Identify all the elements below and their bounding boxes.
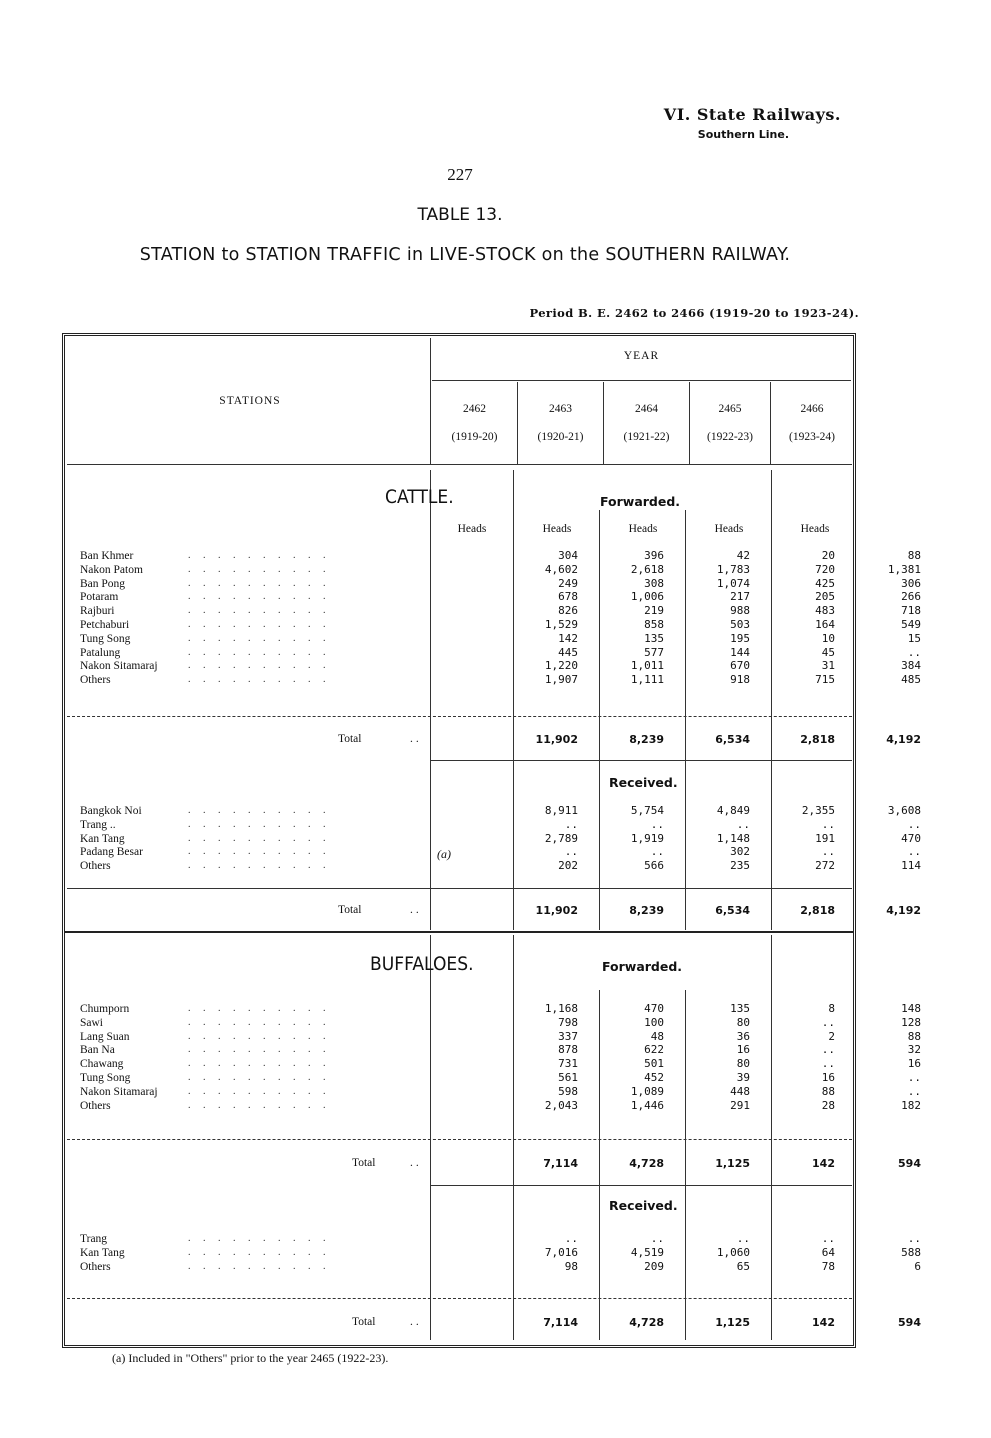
total-value: 2,818 [800, 904, 835, 917]
value-cell: 503 [730, 618, 750, 631]
value-cell: 36 [736, 1029, 750, 1043]
total-value: 6,534 [715, 733, 750, 746]
value-cell: 731 [558, 1057, 578, 1071]
value-cell: 425 [815, 576, 835, 590]
leader-dots: . . . . . . . . . . [188, 563, 331, 575]
leader-dots: . . . . . . . . . . [188, 860, 331, 872]
value-cell: 1,148 [716, 831, 750, 845]
value-cell: .. [821, 1015, 835, 1029]
total-value: 1,125 [715, 1316, 750, 1329]
table-row [80, 817, 921, 832]
station-name: Padang Besar [80, 846, 143, 859]
value-cell: .. [821, 817, 835, 831]
value-cell: .. [736, 817, 750, 831]
leader-dots: . . . . . . . . . . [188, 1003, 331, 1014]
value-cell: 622 [644, 1043, 664, 1057]
leader-dots: . . . . . . . . . . [188, 674, 331, 686]
value-cell: 2,043 [544, 1098, 578, 1112]
station-name: Others [80, 674, 111, 687]
cattle-title: CATTLE. [385, 486, 454, 508]
value-cell: 31 [821, 659, 835, 673]
buffaloes-forwarded-total [80, 1157, 921, 1173]
value-cell: 7,016 [544, 1245, 578, 1259]
value-cell: 39 [736, 1071, 750, 1084]
value-cell: .. [907, 1232, 921, 1245]
cattle-forwarded-total [80, 733, 921, 749]
table-number: TABLE 13. [417, 205, 503, 225]
value-cell: 988 [730, 604, 750, 618]
total-value: 11,902 [535, 904, 578, 917]
unit-label: Heads [714, 523, 744, 535]
leader-dots: . . . . . . . . . . [188, 632, 331, 644]
value-cell: 718 [901, 604, 921, 618]
value-cell: 219 [644, 604, 664, 618]
total-value: 2,818 [800, 733, 835, 746]
value-cell: .. [564, 1232, 578, 1245]
subsection-title: Southern Line. [697, 128, 789, 141]
value-cell: 2,618 [630, 562, 664, 576]
total-dots: .. [410, 1157, 422, 1169]
station-name: Trang [80, 1233, 108, 1245]
buffaloes-forwarded-label: Forwarded. [602, 959, 683, 974]
year-ad-2465: (1922-23) [707, 431, 753, 443]
value-cell: .. [907, 1084, 921, 1098]
leader-dots: . . . . . . . . . . [188, 1072, 331, 1083]
total-value: 11,902 [535, 733, 578, 746]
cattle-received-label: Received. [609, 775, 678, 790]
station-name: Chawang [80, 1058, 124, 1071]
section-header [664, 105, 841, 141]
value-cell: 100 [644, 1015, 664, 1029]
leader-dots: . . . . . . . . . . [188, 619, 331, 630]
value-cell: 1,220 [544, 659, 578, 673]
station-name: Patalung [80, 646, 121, 659]
total-value: 142 [812, 1157, 835, 1170]
value-cell: 678 [558, 590, 578, 604]
total-value: 6,534 [715, 904, 750, 917]
note-marker: (a) [437, 847, 451, 861]
value-cell: 6 [914, 1259, 921, 1273]
value-cell: 1,919 [630, 831, 664, 845]
total-value: 7,114 [543, 1157, 578, 1170]
year-ad-2464: (1921-22) [623, 431, 670, 443]
table-row [80, 859, 921, 873]
total-label: Total [352, 1157, 376, 1169]
total-value: 594 [898, 1316, 921, 1329]
station-name: Trang .. [80, 818, 116, 831]
table-row [80, 831, 921, 846]
value-cell: 48 [650, 1029, 664, 1043]
value-cell: 561 [558, 1071, 578, 1084]
leader-dots: . . . . . . . . . . [188, 832, 331, 844]
total-dots: .. [410, 733, 422, 745]
year-be-2464: 2464 [635, 403, 658, 415]
period-caption: Period B. E. 2462 to 2466 (1919-20 to 1923-24). [529, 306, 859, 320]
value-cell: 1,168 [544, 1002, 578, 1015]
value-cell: 720 [815, 562, 835, 576]
table-row [80, 804, 921, 818]
value-cell: 470 [644, 1002, 664, 1015]
value-cell: 452 [644, 1071, 664, 1084]
value-cell: .. [907, 645, 921, 659]
value-cell: .. [650, 817, 664, 831]
value-cell: 445 [558, 645, 578, 659]
value-cell: 566 [644, 859, 664, 873]
value-cell: 1,783 [716, 562, 750, 576]
value-cell: 135 [644, 631, 664, 645]
buffaloes-title: BUFFALOES. [370, 953, 474, 975]
leader-dots: . . . . . . . . . . [188, 660, 331, 672]
value-cell: 28 [821, 1098, 835, 1112]
page-title: STATION to STATION TRAFFIC in LIVE-STOCK on the SOUTHERN RAILWAY. [139, 245, 791, 265]
total-value: 4,192 [886, 733, 921, 746]
value-cell: 88 [907, 549, 921, 562]
value-cell: 470 [901, 831, 921, 845]
total-value: 8,239 [629, 733, 664, 746]
buffaloes-received-label: Received. [609, 1198, 678, 1213]
value-cell: .. [907, 817, 921, 831]
total-dots: .. [410, 904, 422, 916]
value-cell: 144 [730, 645, 750, 659]
value-cell: .. [564, 845, 578, 859]
total-value: 594 [898, 1157, 921, 1170]
value-cell: 266 [901, 590, 921, 604]
station-name: Petchaburi [80, 619, 130, 631]
year-ad-2462: (1919-20) [451, 431, 498, 443]
table-row [80, 1084, 921, 1099]
station-name: Sawi [80, 1016, 103, 1029]
value-cell: 384 [901, 659, 921, 673]
value-cell: .. [821, 845, 835, 859]
year-ad-2466: (1923-24) [789, 431, 835, 443]
value-cell: 1,907 [544, 673, 578, 687]
station-name: Nakon Patom [80, 563, 143, 576]
total-value: 142 [812, 1316, 835, 1329]
total-value: 7,114 [543, 1316, 578, 1329]
table-row [80, 673, 921, 687]
value-cell: 88 [821, 1084, 835, 1098]
year-header: YEAR [623, 350, 660, 362]
value-cell: 715 [815, 673, 835, 687]
value-cell: 448 [730, 1084, 750, 1098]
total-label: Total [352, 1316, 376, 1328]
station-name: Chumporn [80, 1003, 130, 1015]
station-name: Nakon Sitamaraj [80, 1085, 158, 1098]
value-cell: 8 [828, 1002, 835, 1015]
leader-dots: . . . . . . . . . . [188, 1016, 331, 1028]
value-cell: 306 [901, 576, 921, 590]
cattle-received-total [80, 904, 921, 920]
station-name: Tung Song [80, 632, 131, 645]
station-name: Others [80, 860, 111, 873]
total-dots: .. [410, 1316, 422, 1328]
table-row [80, 645, 921, 660]
value-cell: 1,446 [630, 1098, 664, 1112]
total-value: 4,728 [629, 1157, 664, 1170]
leader-dots: . . . . . . . . . . [188, 1246, 331, 1258]
value-cell: 182 [901, 1098, 921, 1112]
station-name: Rajburi [80, 605, 115, 618]
leader-dots: . . . . . . . . . . [188, 1099, 331, 1111]
value-cell: 80 [736, 1015, 750, 1029]
table-row [80, 659, 921, 673]
station-name: Lang Suan [80, 1030, 130, 1043]
value-cell: 598 [558, 1084, 578, 1098]
value-cell: .. [821, 1057, 835, 1071]
station-name: Kan Tang [80, 832, 125, 845]
total-value: 4,728 [629, 1316, 664, 1329]
value-cell: 4,519 [630, 1245, 664, 1259]
year-be-2466: 2466 [800, 403, 824, 415]
value-cell: 1,381 [887, 562, 921, 576]
station-name: Bangkok Noi [80, 805, 142, 817]
value-cell: 205 [815, 590, 835, 604]
value-cell: 45 [821, 645, 835, 659]
value-cell: 577 [644, 645, 664, 659]
value-cell: 249 [558, 576, 578, 590]
value-cell: 16 [821, 1071, 835, 1084]
value-cell: 64 [821, 1245, 835, 1259]
leader-dots: . . . . . . . . . . [188, 646, 331, 658]
total-value: 8,239 [629, 904, 664, 917]
table-row [80, 1043, 921, 1057]
value-cell: 4,602 [544, 562, 578, 576]
table-row [80, 549, 921, 563]
unit-label: Heads [457, 523, 487, 535]
value-cell: 826 [558, 604, 578, 618]
value-cell: 549 [901, 618, 921, 631]
year-be-2463: 2463 [549, 403, 572, 415]
table-row [80, 576, 921, 591]
value-cell: 135 [730, 1002, 750, 1015]
stations-header: STATIONS [219, 395, 281, 407]
table-row [80, 631, 921, 646]
value-cell: .. [650, 1232, 664, 1245]
value-cell: .. [736, 1232, 750, 1245]
unit-label: Heads [542, 523, 572, 535]
value-cell: 209 [644, 1259, 664, 1273]
table-row [80, 1057, 921, 1071]
value-cell: 10 [821, 631, 835, 645]
station-name: Tung Song [80, 1072, 131, 1084]
station-name: Nakon Sitamaraj [80, 660, 158, 673]
value-cell: 1,006 [630, 590, 664, 604]
page-number: 227 [447, 165, 473, 184]
station-name: Ban Na [80, 1044, 115, 1057]
leader-dots: . . . . . . . . . . [188, 577, 331, 589]
value-cell: 32 [907, 1043, 921, 1057]
total-value: 1,125 [715, 1157, 750, 1170]
station-name: Ban Khmer [80, 550, 134, 562]
table-row [80, 590, 921, 604]
value-cell: 878 [558, 1043, 578, 1057]
value-cell: 670 [730, 659, 750, 673]
leader-dots: . . . . . . . . . . [188, 1058, 331, 1070]
value-cell: 1,529 [544, 618, 578, 631]
value-cell: 918 [730, 673, 750, 687]
total-label: Total [338, 733, 362, 745]
value-cell: 80 [736, 1057, 750, 1071]
value-cell: 308 [644, 576, 664, 590]
value-cell: 191 [815, 831, 835, 845]
value-cell: 164 [815, 618, 835, 631]
cattle-forwarded-label: Forwarded. [600, 494, 681, 509]
table-row [80, 1002, 921, 1016]
value-cell: 20 [821, 549, 835, 562]
table-row [80, 845, 921, 859]
leader-dots: . . . . . . . . . . [188, 805, 331, 816]
table-row [80, 1071, 921, 1085]
value-cell: 2,789 [544, 831, 578, 845]
value-cell: 501 [644, 1057, 664, 1071]
table-row [80, 1015, 921, 1030]
value-cell: 302 [730, 845, 750, 859]
value-cell: 798 [558, 1015, 578, 1029]
section-title: VI. State Railways. [663, 105, 841, 124]
year-ad-2463: (1920-21) [537, 431, 584, 443]
value-cell: 98 [564, 1259, 578, 1273]
value-cell: .. [821, 1043, 835, 1057]
value-cell: 78 [821, 1259, 835, 1273]
value-cell: 2,355 [801, 804, 835, 817]
value-cell: 128 [901, 1015, 921, 1029]
station-name: Kan Tang [80, 1246, 125, 1259]
table-row [80, 1029, 921, 1044]
value-cell: 483 [815, 604, 835, 618]
unit-label: Heads [628, 523, 658, 535]
value-cell: 65 [736, 1259, 750, 1273]
value-cell: 3,608 [887, 804, 921, 817]
station-name: Others [80, 1099, 111, 1112]
value-cell: 337 [558, 1029, 578, 1043]
value-cell: 217 [730, 590, 750, 604]
station-name: Potaram [80, 591, 119, 604]
table-row [80, 1232, 921, 1246]
value-cell: 42 [736, 549, 750, 562]
year-be-2465: 2465 [718, 403, 742, 415]
unit-label: Heads [800, 523, 830, 535]
year-be-2462: 2462 [463, 403, 486, 415]
value-cell: 2 [828, 1029, 835, 1043]
station-name: Ban Pong [80, 577, 126, 590]
value-cell: 1,011 [630, 659, 664, 673]
value-cell: 1,060 [716, 1245, 750, 1259]
value-cell: 1,074 [716, 576, 750, 590]
leader-dots: . . . . . . . . . . [188, 1044, 331, 1056]
value-cell: 142 [558, 631, 578, 645]
buffaloes-received-total [80, 1316, 921, 1332]
table-row [80, 604, 921, 618]
leader-dots: . . . . . . . . . . [188, 1260, 331, 1272]
value-cell: 148 [901, 1002, 921, 1015]
leader-dots: . . . . . . . . . . [188, 1030, 331, 1042]
table-row [80, 1245, 921, 1260]
value-cell: 195 [730, 631, 750, 645]
table-row [80, 1259, 921, 1274]
value-cell: 291 [730, 1098, 750, 1112]
value-cell: .. [821, 1232, 835, 1245]
value-cell: .. [564, 817, 578, 831]
value-cell: .. [907, 1071, 921, 1084]
leader-dots: . . . . . . . . . . [188, 591, 331, 603]
value-cell: 5,754 [630, 804, 664, 817]
leader-dots: . . . . . . . . . . [188, 1233, 331, 1244]
leader-dots: . . . . . . . . . . [188, 846, 331, 858]
value-cell: 1,111 [630, 673, 664, 687]
value-cell: 114 [901, 859, 921, 873]
value-cell: 304 [558, 549, 578, 562]
value-cell: 16 [907, 1057, 921, 1071]
value-cell: 4,849 [716, 804, 750, 817]
value-cell: .. [907, 845, 921, 859]
leader-dots: . . . . . . . . . . [188, 550, 331, 561]
table-row [80, 618, 921, 632]
total-value: 4,192 [886, 904, 921, 917]
value-cell: 202 [558, 859, 578, 873]
leader-dots: . . . . . . . . . . [188, 605, 331, 617]
value-cell: 16 [736, 1043, 750, 1057]
leader-dots: . . . . . . . . . . [188, 818, 331, 830]
value-cell: 272 [815, 859, 835, 873]
value-cell: 588 [901, 1245, 921, 1259]
value-cell: 235 [730, 859, 750, 873]
table-row [80, 1098, 921, 1113]
value-cell: 88 [907, 1029, 921, 1043]
value-cell: 15 [907, 631, 921, 645]
leader-dots: . . . . . . . . . . [188, 1085, 331, 1097]
value-cell: 1,089 [630, 1084, 664, 1098]
value-cell: 396 [644, 549, 664, 562]
total-label: Total [338, 904, 362, 916]
value-cell: 8,911 [544, 804, 578, 817]
footnote: (a) Included in "Others" prior to the year 2465 (1922-23). [112, 1351, 389, 1365]
station-name: Others [80, 1260, 111, 1273]
value-cell: .. [650, 845, 664, 859]
value-cell: 858 [644, 618, 664, 631]
value-cell: 485 [901, 673, 921, 687]
table-row [80, 562, 921, 577]
